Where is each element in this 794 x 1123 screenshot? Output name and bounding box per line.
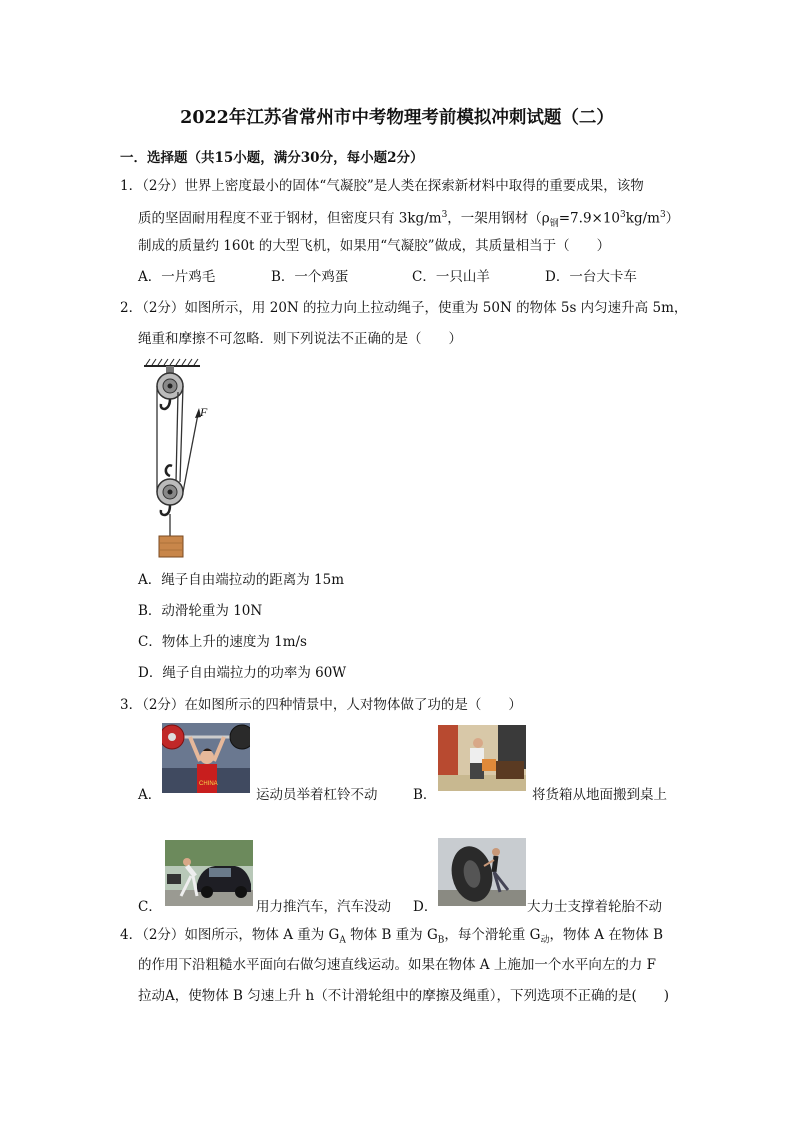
section-heading: 一．选择题（共15小题，满分30分，每小题2分） — [120, 150, 424, 166]
pushing-car-photo — [165, 840, 253, 906]
q3-option-a-text[interactable]: 运动员举着杠铃不动 — [256, 787, 378, 803]
q4-text-d: ，物体 A 在物体 B — [549, 927, 663, 943]
q3-option-b-letter[interactable]: B． — [413, 787, 437, 803]
force-label: F — [200, 405, 208, 419]
q1-line2-a: 质的坚固耐用程度不亚于钢材，但密度只有 3kg/m — [138, 210, 442, 227]
q3-number: 3． — [120, 697, 143, 713]
q1-sup3: 3 — [659, 210, 666, 220]
q1-option-c[interactable]: C．一只山羊 — [412, 269, 490, 285]
q2-option-a[interactable]: A．绳子自由端拉动的距离为 15m — [138, 572, 345, 588]
q2-score: （2分） — [142, 300, 185, 316]
q3-option-a-letter[interactable]: A． — [138, 787, 162, 803]
movable-top-hook — [166, 465, 172, 476]
q1-option-a[interactable]: A．一片鸡毛 — [138, 269, 216, 285]
rope-middle — [176, 392, 178, 482]
q2-number: 2． — [120, 300, 143, 316]
rope-right — [180, 386, 183, 482]
q2-option-c[interactable]: C．物体上升的速度为 1m/s — [138, 634, 307, 650]
q1-option-b[interactable]: B．一个鸡蛋 — [271, 269, 349, 285]
q3-option-c-letter[interactable]: C． — [138, 899, 162, 915]
q3-option-d-text[interactable]: 大力士支撑着轮胎不动 — [527, 899, 662, 915]
q4-number: 4． — [120, 927, 143, 943]
q1-score: （2分） — [142, 178, 185, 194]
q1-option-d[interactable]: D．一台大卡车 — [545, 269, 637, 285]
rope-free-end — [183, 414, 198, 492]
q4-text-b: 物体 B 重为 G — [345, 927, 438, 943]
page-title: 2022年江苏省常州市中考物理考前模拟冲刺试题（二） — [180, 108, 614, 128]
q4-score: （2分） — [142, 927, 185, 943]
pulley-figure — [140, 358, 220, 560]
shirt-caption: CHINA — [199, 781, 218, 787]
q1-line3: 制成的质量约 160t 的大型飞机，如果用“气凝胶”做成，其质量相当于（ ） — [138, 238, 611, 254]
q2-text: 如图所示，用 20N 的拉力向上拉动绳子，使重为 50N 的物体 5s 内匀速升高 5m， — [184, 300, 688, 316]
q1-line2 — [138, 205, 679, 234]
fixed-hook — [161, 399, 170, 409]
q4-sub-a: A — [339, 935, 346, 946]
crate — [159, 536, 183, 557]
q3-text: 在如图所示的四种情景中，人对物体做了功的是（ ） — [184, 697, 522, 713]
q1-line2-d: kg/m — [625, 210, 660, 227]
q2-option-b[interactable]: B．动滑轮重为 10N — [138, 603, 263, 619]
q4-line3: 拉动A，使物体 B 匀速上升 h（不计滑轮组中的摩擦及绳重），下列选项不正确的是( ) — [138, 988, 670, 1004]
q1-text: 世界上密度最小的固体“气凝胶”是人类在探索新材料中取得的重要成果，该物 — [184, 178, 644, 194]
q1-sup: 3 — [441, 210, 448, 220]
q1-sub: 钢 — [549, 219, 559, 230]
q3-option-b-text[interactable]: 将货箱从地面搬到桌上 — [532, 787, 667, 803]
q4-sub-b: B — [437, 935, 445, 946]
q2-line1 — [120, 298, 687, 318]
ceiling-hatch — [146, 359, 198, 365]
q4-line2: 的作用下沿粗糙水平面向右做匀速直线运动。如果在物体 A 上施加一个水平向左的力 F — [138, 957, 656, 973]
q1-line2-c: =7.9×10 — [558, 210, 621, 227]
q1-line1 — [120, 176, 644, 196]
q3-option-c-text[interactable]: 用力推汽车，汽车没动 — [256, 899, 391, 915]
tire-photo — [438, 838, 526, 906]
q2-option-d[interactable]: D．绳子自由端拉力的功率为 60W — [138, 665, 347, 681]
q3-option-d-letter[interactable]: D． — [413, 899, 438, 915]
movable-hook — [161, 505, 170, 515]
q1-line2-e: ） — [665, 210, 680, 227]
weightlifter-photo — [162, 723, 250, 793]
q4-text-c: ，每个滑轮重 G — [444, 927, 541, 943]
q1-number: 1． — [120, 178, 143, 194]
q2-line2: 绳重和摩擦不可忽略．则下列说法不正确的是（ ） — [138, 331, 462, 347]
q1-line2-b: ，一架用钢材（ρ — [447, 210, 550, 227]
q4-sub-dong: 动 — [540, 935, 550, 946]
q1-sup2: 3 — [620, 210, 626, 220]
q4-text-a: 如图所示，物体 A 重为 G — [184, 927, 340, 943]
q4-line1 — [120, 925, 663, 951]
lifting-box-photo — [438, 725, 526, 791]
q3-score: （2分） — [142, 697, 185, 713]
q3-line1 — [120, 695, 522, 715]
